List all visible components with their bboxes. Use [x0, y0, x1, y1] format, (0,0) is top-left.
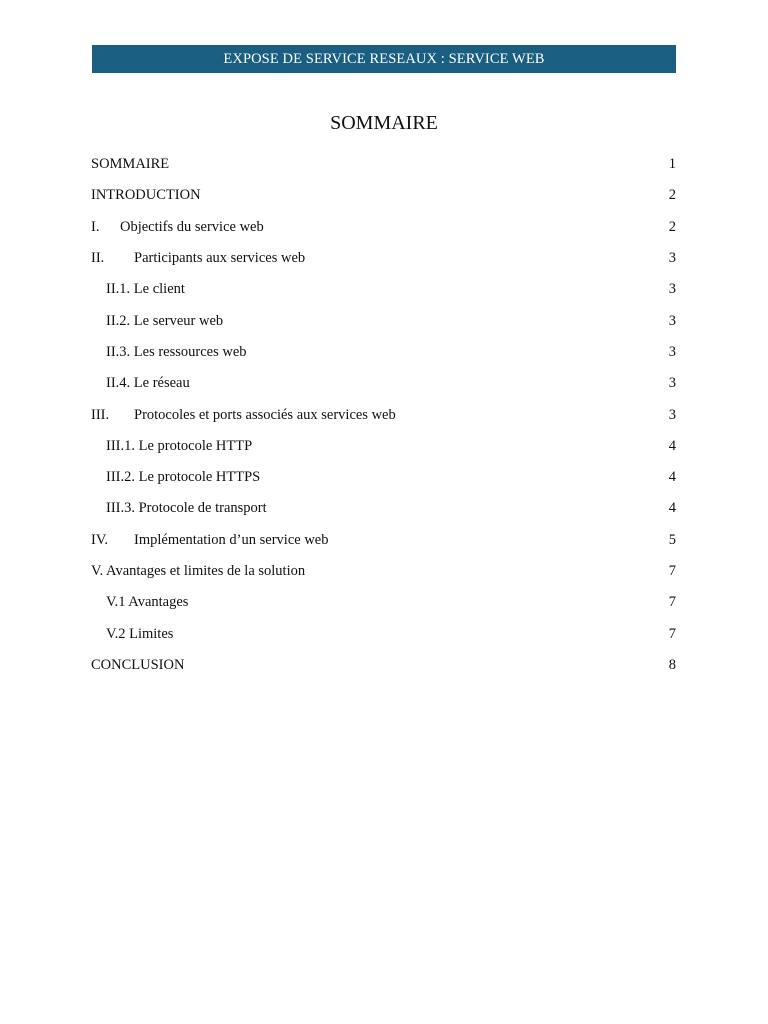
toc-entry-sommaire[interactable] — [91, 149, 676, 180]
toc-entry-text: Implémentation d’un service web — [134, 531, 329, 548]
toc-entry-text: V.1 Avantages — [106, 594, 189, 611]
toc-entry-number: II. — [91, 250, 105, 267]
toc-entry-page: 4 — [668, 437, 676, 454]
toc-entry-text: III.1. Le protocole HTTP — [106, 437, 253, 454]
toc-entry-text: Participants aux services web — [134, 250, 306, 267]
toc-entry-objectifs[interactable] — [91, 212, 676, 243]
toc-entry-page: 3 — [668, 312, 676, 329]
toc-entry-text: INTRODUCTION — [91, 187, 201, 204]
toc-entry-page: 4 — [668, 469, 676, 486]
toc-entry-text: II.1. Le client — [106, 281, 185, 298]
toc-entry-page: 2 — [668, 218, 676, 235]
toc-entry-protocoles[interactable] — [91, 399, 676, 430]
toc-entry-limites[interactable] — [91, 618, 676, 649]
toc-entry-page: 4 — [668, 500, 676, 517]
toc-entry-text: CONCLUSION — [91, 656, 185, 673]
toc-entry-text: V.2 Limites — [106, 625, 174, 642]
toc-entry-page: 5 — [668, 531, 676, 548]
toc-entry-page: 7 — [668, 563, 676, 579]
toc-entry-page: 3 — [668, 343, 676, 360]
toc-entry-page: 1 — [668, 156, 676, 173]
toc-entry-number: III. — [91, 406, 110, 423]
document-header-title: EXPOSE DE SERVICE RESEAUX : SERVICE WEB — [223, 50, 545, 67]
table-of-contents — [91, 149, 676, 681]
toc-entry-page: 3 — [668, 375, 676, 392]
document-header — [92, 45, 676, 73]
toc-entry-client[interactable] — [91, 274, 676, 305]
toc-entry-page: 3 — [668, 406, 676, 423]
toc-entry-ressources-web[interactable] — [91, 337, 676, 368]
toc-entry-page: 3 — [668, 250, 676, 267]
toc-entry-page: 7 — [668, 594, 676, 611]
toc-entry-text: II.2. Le serveur web — [106, 312, 224, 329]
toc-entry-serveur-web[interactable] — [91, 305, 676, 336]
toc-entry-number: I. — [91, 218, 100, 235]
toc-entry-text: Objectifs du service web — [120, 218, 264, 235]
toc-title: SOMMAIRE — [330, 112, 438, 134]
toc-entry-page: 8 — [668, 656, 676, 673]
toc-entry-participants[interactable] — [91, 243, 676, 274]
toc-entry-text: II.4. Le réseau — [106, 375, 190, 392]
toc-entry-avantages[interactable] — [91, 587, 676, 618]
toc-entry-page: 3 — [668, 281, 676, 298]
toc-entry-https[interactable] — [91, 462, 676, 493]
toc-entry-text: SOMMAIRE — [91, 156, 170, 173]
toc-entry-http[interactable] — [91, 431, 676, 462]
toc-entry-avantages-limites[interactable] — [91, 556, 676, 587]
toc-entry-page: 7 — [668, 625, 676, 642]
toc-entry-introduction[interactable] — [91, 180, 676, 211]
toc-entry-conclusion[interactable] — [91, 650, 676, 681]
toc-entry-reseau[interactable] — [91, 368, 676, 399]
toc-entry-page: 2 — [668, 187, 676, 204]
toc-entry-text: III.3. Protocole de transport — [106, 500, 267, 517]
toc-entry-text: III.2. Le protocole HTTPS — [106, 469, 261, 486]
toc-entry-text: Protocoles et ports associés aux services web — [134, 406, 396, 423]
toc-entry-text: V. Avantages et limites de la solution — [91, 563, 306, 579]
toc-entry-implementation[interactable] — [91, 525, 676, 556]
toc-entry-number: IV. — [91, 531, 109, 548]
toc-entry-text: II.3. Les ressources web — [106, 343, 247, 360]
toc-entry-transport[interactable] — [91, 493, 676, 524]
